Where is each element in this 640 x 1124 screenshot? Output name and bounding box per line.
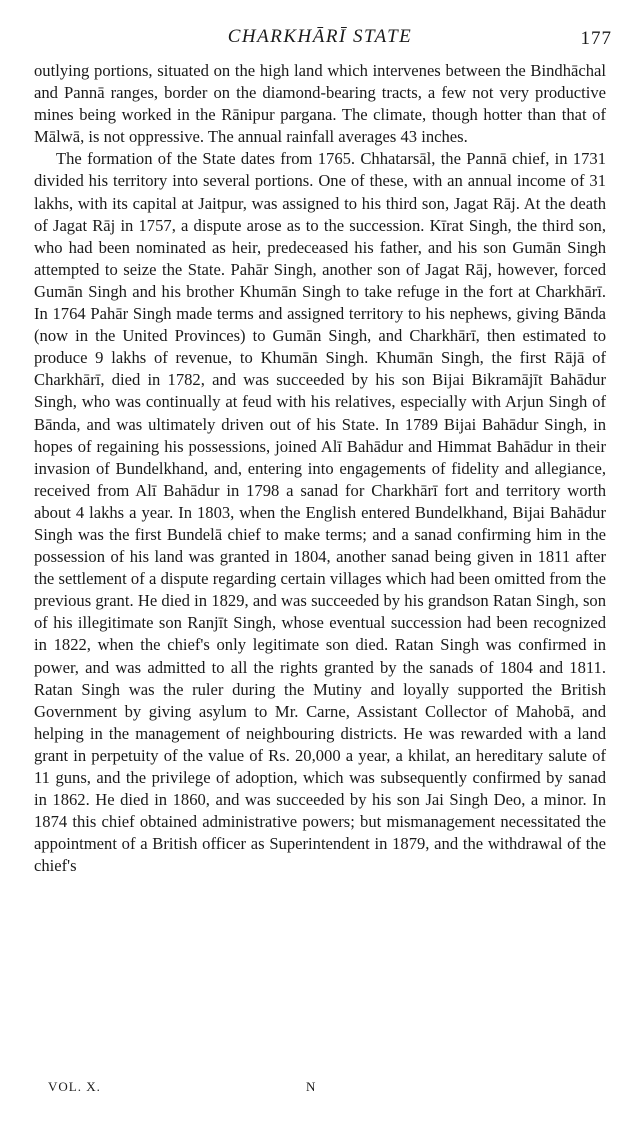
paragraph-continued: outlying portions, situated on the high land which intervenes between the Bindhāchal and Pannā ranges, border on the diamond-bearing tracts, a few not very productive mines being worked in the Rānipur pargana. The climate, though hotter than that of Mālwā, is not oppressive. The annual rainfall averages 43 inches. — [34, 61, 606, 147]
page-footer — [0, 1079, 640, 1099]
page-number: 177 — [580, 28, 612, 49]
volume-label: VOL. X. — [48, 1079, 101, 1094]
paragraph-history: The formation of the State dates from 1765. Chhatarsāl, the Pannā chief, in 1731 divided his territory into several portions. One of these, with an annual income of 31 lakhs, with its capital at Jaitpur, was assigned to his third son, Jagat Rāj. At the death of Jagat Rāj in 1757, a dispute arose as to the succession. Kīrat Singh, the third son, who had been nominated as heir, predeceased his father, and his son Gumān Singh attempted to seize the State. Pahār Singh, another son of Jagat Rāj, however, forced Gumān Singh and his brother Khumān Singh to take refuge in the fort at Charkhārī. In 1764 Pahār Singh made terms and assigned territory to his nephews, giving Bānda (now in the United Provinces) to Gumān Singh, and Charkhārī, then estimated to produce 9 lakhs of revenue, to Khumān Singh. Khumān Singh, the first Rājā of Charkhārī, died in 1782, and was succeeded by his son Bijai Bikramājīt Bahādur Singh, who was continually at feud with his relatives, especially with Arjun Singh of Bānda, and was ultimately driven out of his State. In 1789 Bijai Bahādur Singh, in hopes of regaining his possessions, joined Alī Bahādur and Himmat Bahādur in their invasion of Bundelkhand, and, entering into engagements of fidelity and allegiance, received from Alī Bahādur in 1798 a sanad for Charkhārī fort and territory worth about 4 lakhs a year. In 1803, when the English entered Bundelkhand, Bijai Bahādur Singh was the first Bundelā chief to make terms; and a sanad confirming him in the possession of his land was granted in 1804, another sanad being given in 1811 after the settlement of a dispute regarding certain villages which had been omitted from the previous grant. He died in 1829, and was succeeded by his grandson Ratan Singh, son of his illegitimate son Ranjīt Singh, whose eventual succession had been recognized in 1822, when the chief's only legitimate son died. Ratan Singh was confirmed in power, and was admitted to all the rights granted by the sanads of 1804 and 1811. Ratan Singh was the ruler during the Mutiny and loyally supported the British Government by giving asylum to Mr. Carne, Assistant Collector of Mahobā, and helping in the management of neighbouring districts. He was rewarded with a land grant in perpetuity of the value of Rs. 20,000 a year, a khilat, an hereditary salute of 11 guns, and the privilege of adoption, which was subsequently confirmed by sanad in 1862. He died in 1860, and was succeeded by his son Jai Singh Deo, a minor. In 1874 this chief obtained administrative powers; but mismanagement necessitated the appointment of a British officer as Superintendent in 1879, and the withdrawal of the chief's — [34, 149, 606, 876]
running-title: CHARKHĀRĪ STATE — [227, 26, 413, 47]
page-header — [0, 26, 640, 52]
signature-mark: N — [306, 1079, 317, 1094]
body-text — [34, 60, 606, 877]
